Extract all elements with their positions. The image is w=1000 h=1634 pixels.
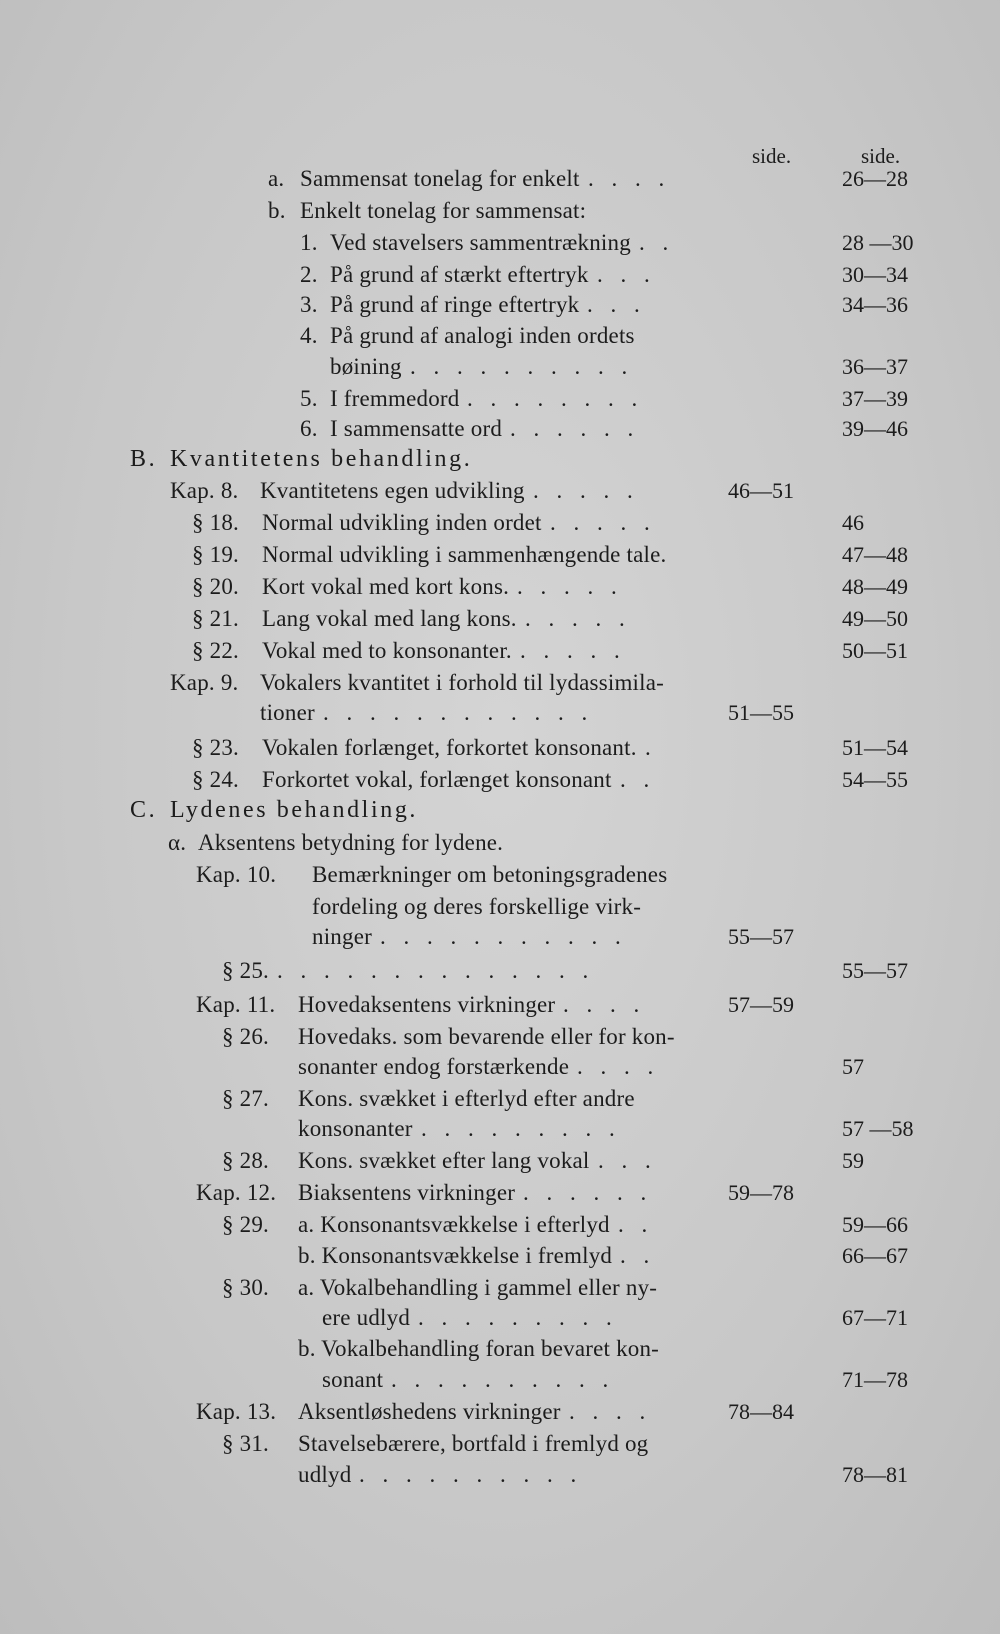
page-column-header-2: side. <box>861 144 901 168</box>
toc-entry <box>0 1367 1000 1401</box>
entry-label: C. <box>130 797 158 823</box>
entry-title: På grund af analogi inden ordets <box>330 323 635 348</box>
entry-label: § 25. <box>222 958 269 983</box>
entry-label: § 20. <box>192 574 239 599</box>
dot-leader: . . . <box>597 262 656 287</box>
dot-leader: . . . <box>587 292 646 317</box>
toc-entry <box>0 1212 1000 1246</box>
toc-entry <box>0 830 1000 864</box>
entry-title: På grund af ringe eftertryk <box>330 292 580 317</box>
toc-entry <box>0 230 1000 264</box>
page-range-col2: 54—55 <box>842 767 908 792</box>
toc-entry <box>0 478 1000 512</box>
dot-leader: . . . . <box>588 166 671 191</box>
dot-leader: . . <box>620 767 656 792</box>
toc-entry <box>0 1054 1000 1088</box>
entry-title: I sammensatte ord <box>330 416 503 441</box>
page-range-col1: 78—84 <box>728 1399 794 1424</box>
entry-title: Kort vokal med kort kons. <box>262 574 510 599</box>
entry-title: b. Vokalbehandling foran bevaret kon- <box>298 1336 660 1361</box>
page-range-col2: 48—49 <box>842 574 908 599</box>
toc-entry <box>0 262 1000 296</box>
dot-leader: . . . . . . . . . . . <box>380 924 627 949</box>
page-range-col2: 49—50 <box>842 606 908 631</box>
entry-label: 5. <box>300 386 318 411</box>
toc-entry <box>0 894 1000 928</box>
entry-label: 4. <box>300 323 318 348</box>
entry-title: ere udlyd <box>322 1305 411 1330</box>
toc-entry <box>0 166 1000 200</box>
entry-title: sonanter endog forstærkende <box>298 1054 570 1079</box>
dot-leader: . . . <box>598 1148 657 1173</box>
entry-title: sonant <box>322 1367 384 1392</box>
toc-entry <box>0 1305 1000 1339</box>
entry-label: Kap. 11. <box>196 992 276 1017</box>
toc-entry <box>0 670 1000 704</box>
entry-label: § 31. <box>222 1431 269 1456</box>
entry-label: 3. <box>300 292 318 317</box>
entry-label: § 19. <box>192 542 239 567</box>
toc-entry <box>0 735 1000 769</box>
entry-label: § 24. <box>192 767 239 792</box>
entry-label: Kap. 13. <box>196 1399 277 1424</box>
entry-title: fordeling og deres forskellige virk- <box>312 894 642 919</box>
toc-entry <box>0 1243 1000 1277</box>
toc-entry <box>0 574 1000 608</box>
entry-title: Aksentløshedens virkninger <box>298 1399 561 1424</box>
page-range-col1: 59—78 <box>728 1180 794 1205</box>
toc-entry <box>0 510 1000 544</box>
dot-leader: . . . . . <box>533 478 639 503</box>
dot-leader: . . <box>618 1212 654 1237</box>
page-range-col2: 55—57 <box>842 958 908 983</box>
toc-entry <box>0 416 1000 450</box>
entry-title: udlyd <box>298 1462 352 1487</box>
entry-title: Stavelsebærere, bortfald i fremlyd og <box>298 1431 649 1456</box>
entry-title: b. Konsonantsvækkelse i fremlyd <box>298 1243 613 1268</box>
toc-entry <box>0 1336 1000 1370</box>
entry-label: B. <box>130 446 158 472</box>
dot-leader: . . . . . . . . . . <box>391 1367 615 1392</box>
entry-label: § 28. <box>222 1148 269 1173</box>
entry-title: På grund af stærkt eftertryk <box>330 262 589 287</box>
toc-entry <box>0 1275 1000 1309</box>
toc-entry <box>0 198 1000 232</box>
toc-entry <box>0 862 1000 896</box>
entry-title: Hovedaks. som bevarende eller for kon- <box>298 1024 675 1049</box>
toc-entry <box>0 542 1000 576</box>
toc-entry <box>0 1399 1000 1433</box>
entry-label: Kap. 8. <box>170 478 239 503</box>
entry-label: § 30. <box>222 1275 269 1300</box>
entry-label: § 29. <box>222 1212 269 1237</box>
entry-title: Vokalen forlænget, forkortet konsonant. <box>262 735 637 760</box>
toc-entry <box>0 1116 1000 1150</box>
dot-leader: . . . . <box>577 1054 660 1079</box>
toc-entry <box>0 767 1000 801</box>
entry-label: Kap. 12. <box>196 1180 277 1205</box>
entry-label: § 26. <box>222 1024 269 1049</box>
entry-label: Kap. 9. <box>170 670 239 695</box>
toc-entry <box>0 446 1000 480</box>
entry-label: b. <box>268 198 286 223</box>
entry-label: § 27. <box>222 1086 269 1111</box>
entry-label: a. <box>268 166 285 191</box>
page-range-col1: 46—51 <box>728 478 794 503</box>
page-range-col2: 57 <box>842 1054 864 1079</box>
entry-label: α. <box>168 830 187 855</box>
page-range-col1: 51—55 <box>728 700 794 725</box>
entry-title: I fremmedord <box>330 386 460 411</box>
page-range-col2: 34—36 <box>842 292 908 317</box>
entry-title: Bemærkninger om betoningsgradenes <box>312 862 668 887</box>
dot-leader: . . . . . . . . . . . . <box>323 700 594 725</box>
page-range-col2: 66—67 <box>842 1243 908 1268</box>
toc-entry <box>0 292 1000 326</box>
entry-label: 1. <box>300 230 318 255</box>
page-column-header-1: side. <box>752 144 792 168</box>
entry-title: Ved stavelsers sammentrækning <box>330 230 631 255</box>
page-range-col2: 59 <box>842 1148 864 1173</box>
entry-label: § 22. <box>192 638 239 663</box>
entry-title: Forkortet vokal, forlænget konsonant <box>262 767 612 792</box>
toc-entry <box>0 1180 1000 1214</box>
dot-leader: . . . . . . . . . <box>421 1116 621 1141</box>
dot-leader: . . . . . <box>517 574 623 599</box>
entry-title: Aksentens betydning for lydene. <box>198 830 504 855</box>
entry-label: 6. <box>300 416 318 441</box>
entry-title: Vokalers kvantitet i forhold til lydassimila- <box>260 670 664 695</box>
toc-entry <box>0 1086 1000 1120</box>
entry-title: bøining <box>330 354 402 379</box>
toc-entry <box>0 606 1000 640</box>
page-range-col2: 46 <box>842 510 864 535</box>
page-range-col2: 39—46 <box>842 416 908 441</box>
page-range-col2: 51—54 <box>842 735 908 760</box>
dot-leader: . . <box>620 1243 656 1268</box>
page-range-col2: 28 —30 <box>842 230 914 255</box>
page-range-col2: 59—66 <box>842 1212 908 1237</box>
page-range-col2: 47—48 <box>842 542 908 567</box>
entry-title: Kons. svækket efter lang vokal <box>298 1148 590 1173</box>
entry-title: Lang vokal med lang kons. <box>262 606 517 631</box>
dot-leader: . . <box>639 230 675 255</box>
page-range-col2: 67—71 <box>842 1305 908 1330</box>
page-range-col2: 36—37 <box>842 354 908 379</box>
entry-title: Normal udvikling i sammenhængende tale. <box>262 542 667 567</box>
toc-entry <box>0 1024 1000 1058</box>
dot-leader: . . . . . . <box>510 416 640 441</box>
toc-entry <box>0 992 1000 1026</box>
page-range-col2: 78—81 <box>842 1462 908 1487</box>
dot-leader: . . . . . . . . <box>467 386 644 411</box>
page-range-col2: 50—51 <box>842 638 908 663</box>
entry-label: 2. <box>300 262 318 287</box>
page-range-col2: 57 —58 <box>842 1116 914 1141</box>
entry-title: a. Vokalbehandling i gammel eller ny- <box>298 1275 658 1300</box>
dot-leader: . . . . <box>563 992 646 1017</box>
toc-entry <box>0 354 1000 388</box>
dot-leader: . . . . . <box>525 606 631 631</box>
entry-label: § 23. <box>192 735 239 760</box>
toc-entry <box>0 924 1000 958</box>
page-range-col2: 37—39 <box>842 386 908 411</box>
entry-title: ninger <box>312 924 372 949</box>
dot-leader: . . . . . <box>520 638 626 663</box>
entry-title: Hovedaksentens virkninger <box>298 992 556 1017</box>
toc-entry <box>0 958 1000 992</box>
entry-title: Kvantitetens behandling. <box>170 446 473 472</box>
page-range-col2: 26—28 <box>842 166 908 191</box>
entry-title: Enkelt tonelag for sammensat: <box>300 198 587 223</box>
toc-entry <box>0 700 1000 734</box>
dot-leader: . <box>645 735 657 760</box>
page-range-col2: 71—78 <box>842 1367 908 1392</box>
entry-title: Sammensat tonelag for enkelt <box>300 166 580 191</box>
toc-entry <box>0 1431 1000 1465</box>
toc-entry <box>0 1462 1000 1496</box>
page-range-col1: 55—57 <box>728 924 794 949</box>
toc-entry <box>0 797 1000 831</box>
dot-leader: . . . . . . . . . . <box>410 354 634 379</box>
dot-leader: . . . . . . . . . . <box>359 1462 583 1487</box>
dot-leader: . . . . . . . . . . . . . . <box>277 958 595 983</box>
dot-leader: . . . . . . . . . <box>418 1305 618 1330</box>
entry-title: Biaksentens virkninger <box>298 1180 516 1205</box>
page-range-col1: 57—59 <box>728 992 794 1017</box>
entry-label: Kap. 10. <box>196 862 277 887</box>
entry-title: Lydenes behandling. <box>170 797 419 823</box>
toc-entry <box>0 386 1000 420</box>
dot-leader: . . . . . . <box>523 1180 653 1205</box>
entry-title: tioner <box>260 700 315 725</box>
entry-title: Kons. svækket i efterlyd efter andre <box>298 1086 635 1111</box>
toc-entry <box>0 1148 1000 1182</box>
dot-leader: . . . . <box>569 1399 652 1424</box>
entry-title: a. Konsonantsvækkelse i efterlyd <box>298 1212 610 1237</box>
entry-title: Vokal med to konsonanter. <box>262 638 512 663</box>
toc-entry <box>0 638 1000 672</box>
entry-title: Kvantitetens egen udvikling <box>260 478 525 503</box>
entry-label: § 21. <box>192 606 239 631</box>
entry-title: konsonanter <box>298 1116 413 1141</box>
page-range-col2: 30—34 <box>842 262 908 287</box>
entry-label: § 18. <box>192 510 239 535</box>
entry-title: Normal udvikling inden ordet <box>262 510 542 535</box>
toc-entry <box>0 323 1000 357</box>
dot-leader: . . . . . <box>550 510 656 535</box>
